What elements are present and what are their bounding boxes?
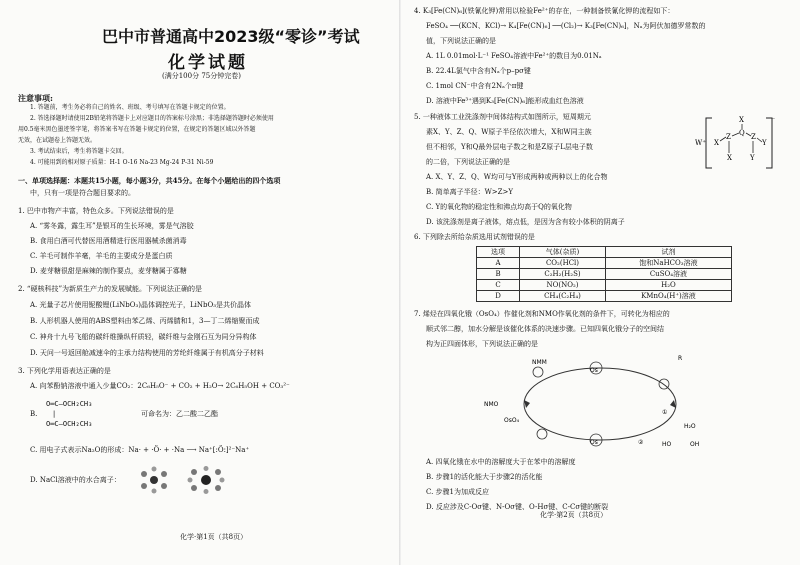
page-fold: [399, 0, 401, 565]
table-row: [477, 258, 732, 269]
q2-option-b: B. 人形机器人使用的ABS塑料由苯乙烯、丙烯腈和1，3—丁二烯缩聚而成: [30, 317, 260, 325]
catalytic-cycle-diagram: [478, 350, 718, 456]
q1-option-c: C. 羊毛可制作羊毫，羊毛的主要成分是蛋白质: [30, 252, 173, 260]
note-2-cont: 用0.5毫米黑色墨迹签字笔，将答案书写在答题卡规定的位置，在规定的答题区域以外答题: [18, 126, 256, 133]
q4-option-a: A. 1L 0.01mol·L⁻¹ FeSO₄溶液中Fe²⁺的数目为0.01Nₐ: [426, 52, 602, 60]
q2-option-d: D. 天问一号返回舱减速伞的主承力结构使用的芳纶纤维属于有机高分子材料: [30, 349, 264, 357]
svg-text:①: ①: [662, 409, 668, 416]
col-header-gas: 气体(杂质): [520, 247, 606, 258]
q4-option-b: B. 22.4L氯气中含有Nₐ个p–pσ键: [426, 67, 531, 75]
svg-text:X: X: [739, 116, 744, 124]
cell-option: B: [477, 269, 520, 280]
q3-ester-bond: |: [52, 410, 57, 418]
cell-reagent: 饱和NaHCO₃溶液: [605, 258, 731, 269]
q7-stem-2: 顺式邻二醇，加水分解是该催化体系的决速步骤。已知四氧化锇分子的空间结: [426, 325, 664, 333]
table-header-row: [477, 247, 732, 258]
q5-stem-4: 的二倍，下列说法正确的是: [426, 158, 510, 166]
label-diol-ho: HO: [662, 441, 672, 448]
q3-option-b-text: 可命名为：乙二酸二乙酯: [141, 410, 218, 418]
q5-option-a: A. X、Y、Z、Q、W均可与Y形成两种或两种以上的化合物: [426, 173, 608, 181]
hydrated-cl-ion: [188, 466, 225, 494]
q3-stem: 3. 下列化学用语表达正确的是: [18, 367, 111, 375]
svg-text:⁻: ⁻: [772, 117, 776, 124]
col-header-option: 选项: [477, 247, 520, 258]
notes-heading: 注意事项:: [18, 93, 53, 103]
svg-text:W⁺: W⁺: [695, 139, 706, 147]
q7-stem-3: 构为正四面体形，下列说法正确的是: [426, 340, 538, 348]
table-row: [477, 269, 732, 280]
label-diol-oh: OH: [690, 441, 700, 448]
q1-stem: 1. 巴中市物产丰富，特色众多。下列说法错误的是: [18, 207, 174, 215]
q7-option-d: D. 反应涉及C-Oσ键、N-Oσ键、O-Hσ键、C-Cσ键的断裂: [426, 503, 609, 511]
q4-flow: FeSO₄ ──(KCN、KCl)→ K₄[Fe(CN)₆] ──(Cl₂)→ K₃[Fe(CN)₆]，Nₐ为阿伏加德罗常数的: [426, 22, 706, 30]
q6-table: [476, 246, 732, 302]
label-nmm: NMM: [532, 359, 547, 366]
q1-option-b: B. 食用白酒可代替医用酒精进行医用器械杀菌消毒: [30, 237, 187, 245]
q2-option-c: C. 神舟十九号飞船的碳纤维操纵杆质轻，碳纤维与金刚石互为同分异构体: [30, 333, 257, 341]
q7-stem: 7. 烯烃在四氧化锇（OsO₄）作催化剂和NMO作氧化剂的条件下，可转化为相应的: [414, 310, 670, 318]
q6-stem: 6. 下列除去所给杂质选用试剂错误的是: [414, 233, 535, 241]
q3-option-d: D. NaCl溶液中的水合离子：: [30, 476, 121, 484]
q5-option-b: B. 简单离子半径：W>Z>Y: [426, 188, 514, 196]
q4-stem: 4. K₃[Fe(CN)₆](铁氰化钾)常用以检验Fe²⁺的存在，一种制备铁氰化钾的流程如下：: [414, 7, 675, 15]
cell-reagent: CuSO₄溶液: [605, 269, 731, 280]
q4-stem-end: 值，下列说法正确的是: [426, 37, 496, 45]
q5-option-c: C. Y的氧化物的稳定性和沸点均高于Q的氧化物: [426, 203, 572, 211]
q2-stem: 2. “硬核科技”为新质生产力的发展赋能。下列说法正确的是: [18, 285, 203, 293]
svg-text:Z: Z: [726, 133, 731, 141]
svg-text:Y: Y: [762, 139, 767, 147]
q3-option-c: C. 用电子式表示Na₂O的形成：Na· + ·Ö· + ·Na ⟶ Na⁺[:Ö:]²⁻Na⁺: [30, 446, 250, 454]
svg-text:Z: Z: [751, 133, 756, 141]
note-2: 2. 答选择题时请使用2B铅笔将答题卡上对应题目的答案标号涂黑；非选择题答题时必须使用: [30, 115, 274, 122]
note-4: 4. 可能用到的相对原子质量：H-1 O-16 Na-23 Mg-24 P-31 Ni-59: [30, 159, 214, 166]
svg-text:X: X: [714, 139, 719, 147]
svg-text:②: ②: [638, 439, 644, 446]
section1-heading-cont: 中，只有一项是符合题目要求的。: [30, 189, 135, 197]
left-page-footer: 化学·第1页（共8页）: [180, 533, 248, 541]
q7-option-a: A. 四氧化锇在水中的溶解度大于在苯中的溶解度: [426, 458, 576, 466]
hydrated-ions-figure: [136, 466, 256, 494]
exam-title: 巴中市普通高中2023级“零诊”考试: [102, 27, 360, 46]
q2-option-a: A. 光量子芯片使用铌酸锂(LiNbO₃)晶体调控光子，LiNbO₃是共价晶体: [30, 301, 252, 309]
q5-stem-2: 素X、Y、Z、Q、W原子半径依次增大，X和W同主族: [426, 128, 592, 136]
cell-gas: CO₂(HCl): [520, 258, 606, 269]
svg-text:X: X: [727, 154, 732, 162]
q3-ester-top: O═C—OCH₂CH₃: [46, 400, 93, 408]
label-os-top: Os: [590, 367, 598, 374]
label-nmo: NMO: [484, 401, 499, 408]
label-oso4: OsO₄: [504, 417, 519, 424]
q3-ester-bottom: O═C—OCH₂CH₃: [46, 420, 93, 428]
cell-gas: NO(NO₂): [520, 280, 606, 291]
note-3: 3. 考试结束后，考生将答题卡交回。: [30, 148, 128, 155]
table-row: [477, 291, 732, 302]
cell-reagent: H₂O: [605, 280, 731, 291]
table-row: [477, 280, 732, 291]
note-2-end: 无效，在试题卷上答题无效。: [18, 137, 97, 144]
section1-heading: 一、单项选择题：本题共15小题，每小题3分，共45分。在每个小题给出的四个选项: [18, 176, 281, 185]
q3-option-b-label: B.: [30, 410, 38, 418]
q1-option-a: A. “雾冬露，露生耳”是银耳的生长环境，雾是气溶胶: [30, 222, 194, 230]
exam-subtitle: 化学试题: [168, 53, 248, 73]
svg-text:Y: Y: [750, 154, 755, 162]
exam-info: (满分100分 75分钟完卷): [162, 72, 241, 80]
q3-option-a: A. 向苯酚钠溶液中通入少量CO₂：2C₆H₅O⁻ + CO₂ + H₂O→ 2C₆H₅OH + CO₃²⁻: [30, 382, 290, 390]
right-page-footer: 化学·第2页（共8页）: [540, 511, 608, 519]
label-alkene-r: R: [678, 355, 683, 362]
q5-structure-figure: [694, 112, 780, 174]
hydrated-na-ion: [141, 467, 167, 494]
cell-option: A: [477, 258, 520, 269]
label-os-bottom: Os: [590, 439, 598, 446]
svg-text:Q: Q: [739, 129, 745, 137]
q5-option-d: D. 该洗涤剂是离子液体，熔点低，是因为含有较小体积的阴离子: [426, 218, 625, 226]
cell-gas: CH₄(C₂H₄): [520, 291, 606, 302]
label-water: H₂O: [684, 423, 696, 430]
q5-stem: 5. 一种液体工业洗涤剂中间体结构式如图所示，短周期元: [414, 113, 591, 121]
note-1: 1. 答题前，考生务必将自己的姓名、班级、考号填写在答题卡规定的位置。: [30, 104, 230, 111]
cell-option: D: [477, 291, 520, 302]
cell-gas: C₂H₂(H₂S): [520, 269, 606, 280]
q1-option-d: D. 麦芽糖很甜是麻辣的制作要点，麦芽糖属于寡糖: [30, 267, 187, 275]
q4-option-d: D. 溶液中Fe³⁺遇到K₃[Fe(CN)₆]能形成血红色溶液: [426, 97, 584, 105]
col-header-reagent: 试剂: [605, 247, 731, 258]
q7-option-c: C. 步骤1为加成反应: [426, 488, 490, 496]
q4-option-c: C. 1mol CN⁻中含有2Nₐ个π键: [426, 82, 524, 90]
q7-option-b: B. 步骤1的活化能大于步骤2的活化能: [426, 473, 543, 481]
q5-stem-3: 但不相邻，Y和Q最外层电子数之和是Z原子L层电子数: [426, 143, 593, 151]
cell-reagent: KMnO₄(H⁺)溶液: [605, 291, 731, 302]
cell-option: C: [477, 280, 520, 291]
